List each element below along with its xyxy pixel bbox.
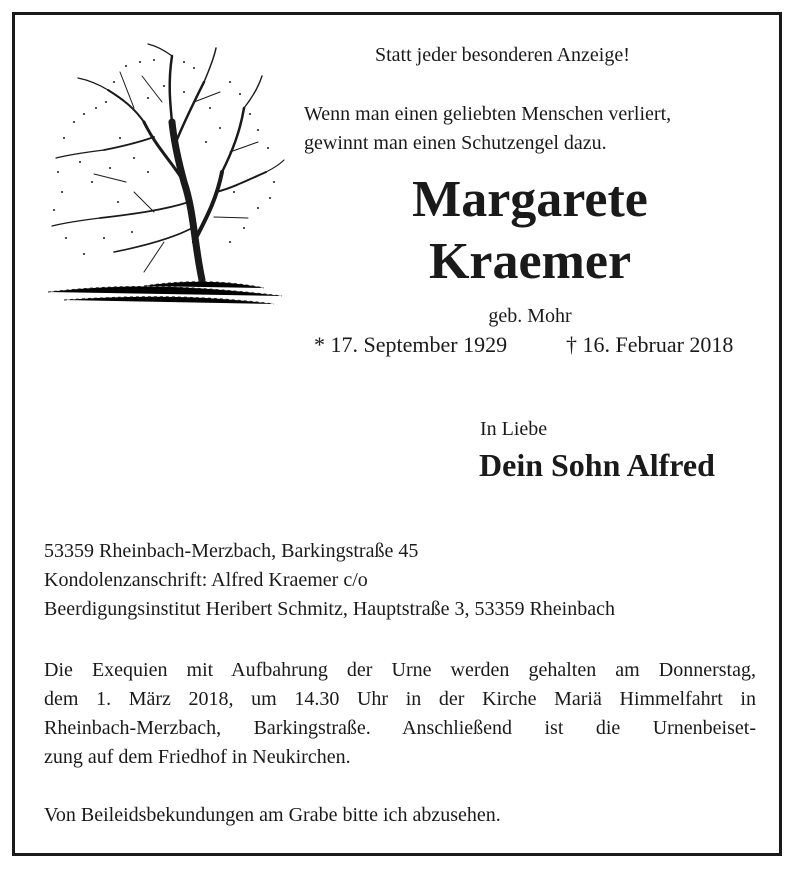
- deceased-last-name: Kraemer: [428, 233, 632, 290]
- birth-name: geb. Mohr: [488, 305, 572, 327]
- quote-line-2: gewinnt man einen Schutzengel dazu.: [304, 132, 607, 154]
- service-line-4: zung auf dem Friedhof in Neukirchen.: [44, 746, 351, 768]
- address-line-2: Kondolenzanschrift: Alfred Kraemer c/o: [44, 569, 368, 591]
- service-line-2: dem 1. März 2018, um 14.30 Uhr in der Kirche Mariä Himmelfahrt in: [44, 688, 756, 710]
- service-line-3: Rheinbach-Merzbach, Barkingstraße. Anschließend ist die Urnenbeiset-: [44, 717, 756, 739]
- birth-date: * 17. September 1929: [314, 332, 508, 357]
- service-paragraph: [44, 656, 756, 772]
- death-date: † 16. Februar 2018: [566, 332, 734, 357]
- tree-illustration-icon: [44, 42, 286, 310]
- service-line-1: Die Exequien mit Aufbahrung der Urne werden gehalten am Donnerstag,: [44, 659, 756, 681]
- address-line-1: 53359 Rheinbach-Merzbach, Barkingstraße 45: [44, 540, 419, 562]
- love-line: In Liebe: [480, 418, 548, 440]
- signer-name: Dein Sohn Alfred: [479, 447, 715, 483]
- address-line-3: Beerdigungsinstitut Heribert Schmitz, Hauptstraße 3, 53359 Rheinbach: [44, 598, 615, 620]
- deceased-first-name: Margarete: [412, 171, 648, 228]
- closing-note: Von Beileidsbekundungen am Grabe bitte ich abzusehen.: [44, 804, 501, 826]
- quote-line-1: Wenn man einen geliebten Menschen verliert,: [304, 103, 672, 125]
- headline: Statt jeder besonderen Anzeige!: [375, 44, 630, 66]
